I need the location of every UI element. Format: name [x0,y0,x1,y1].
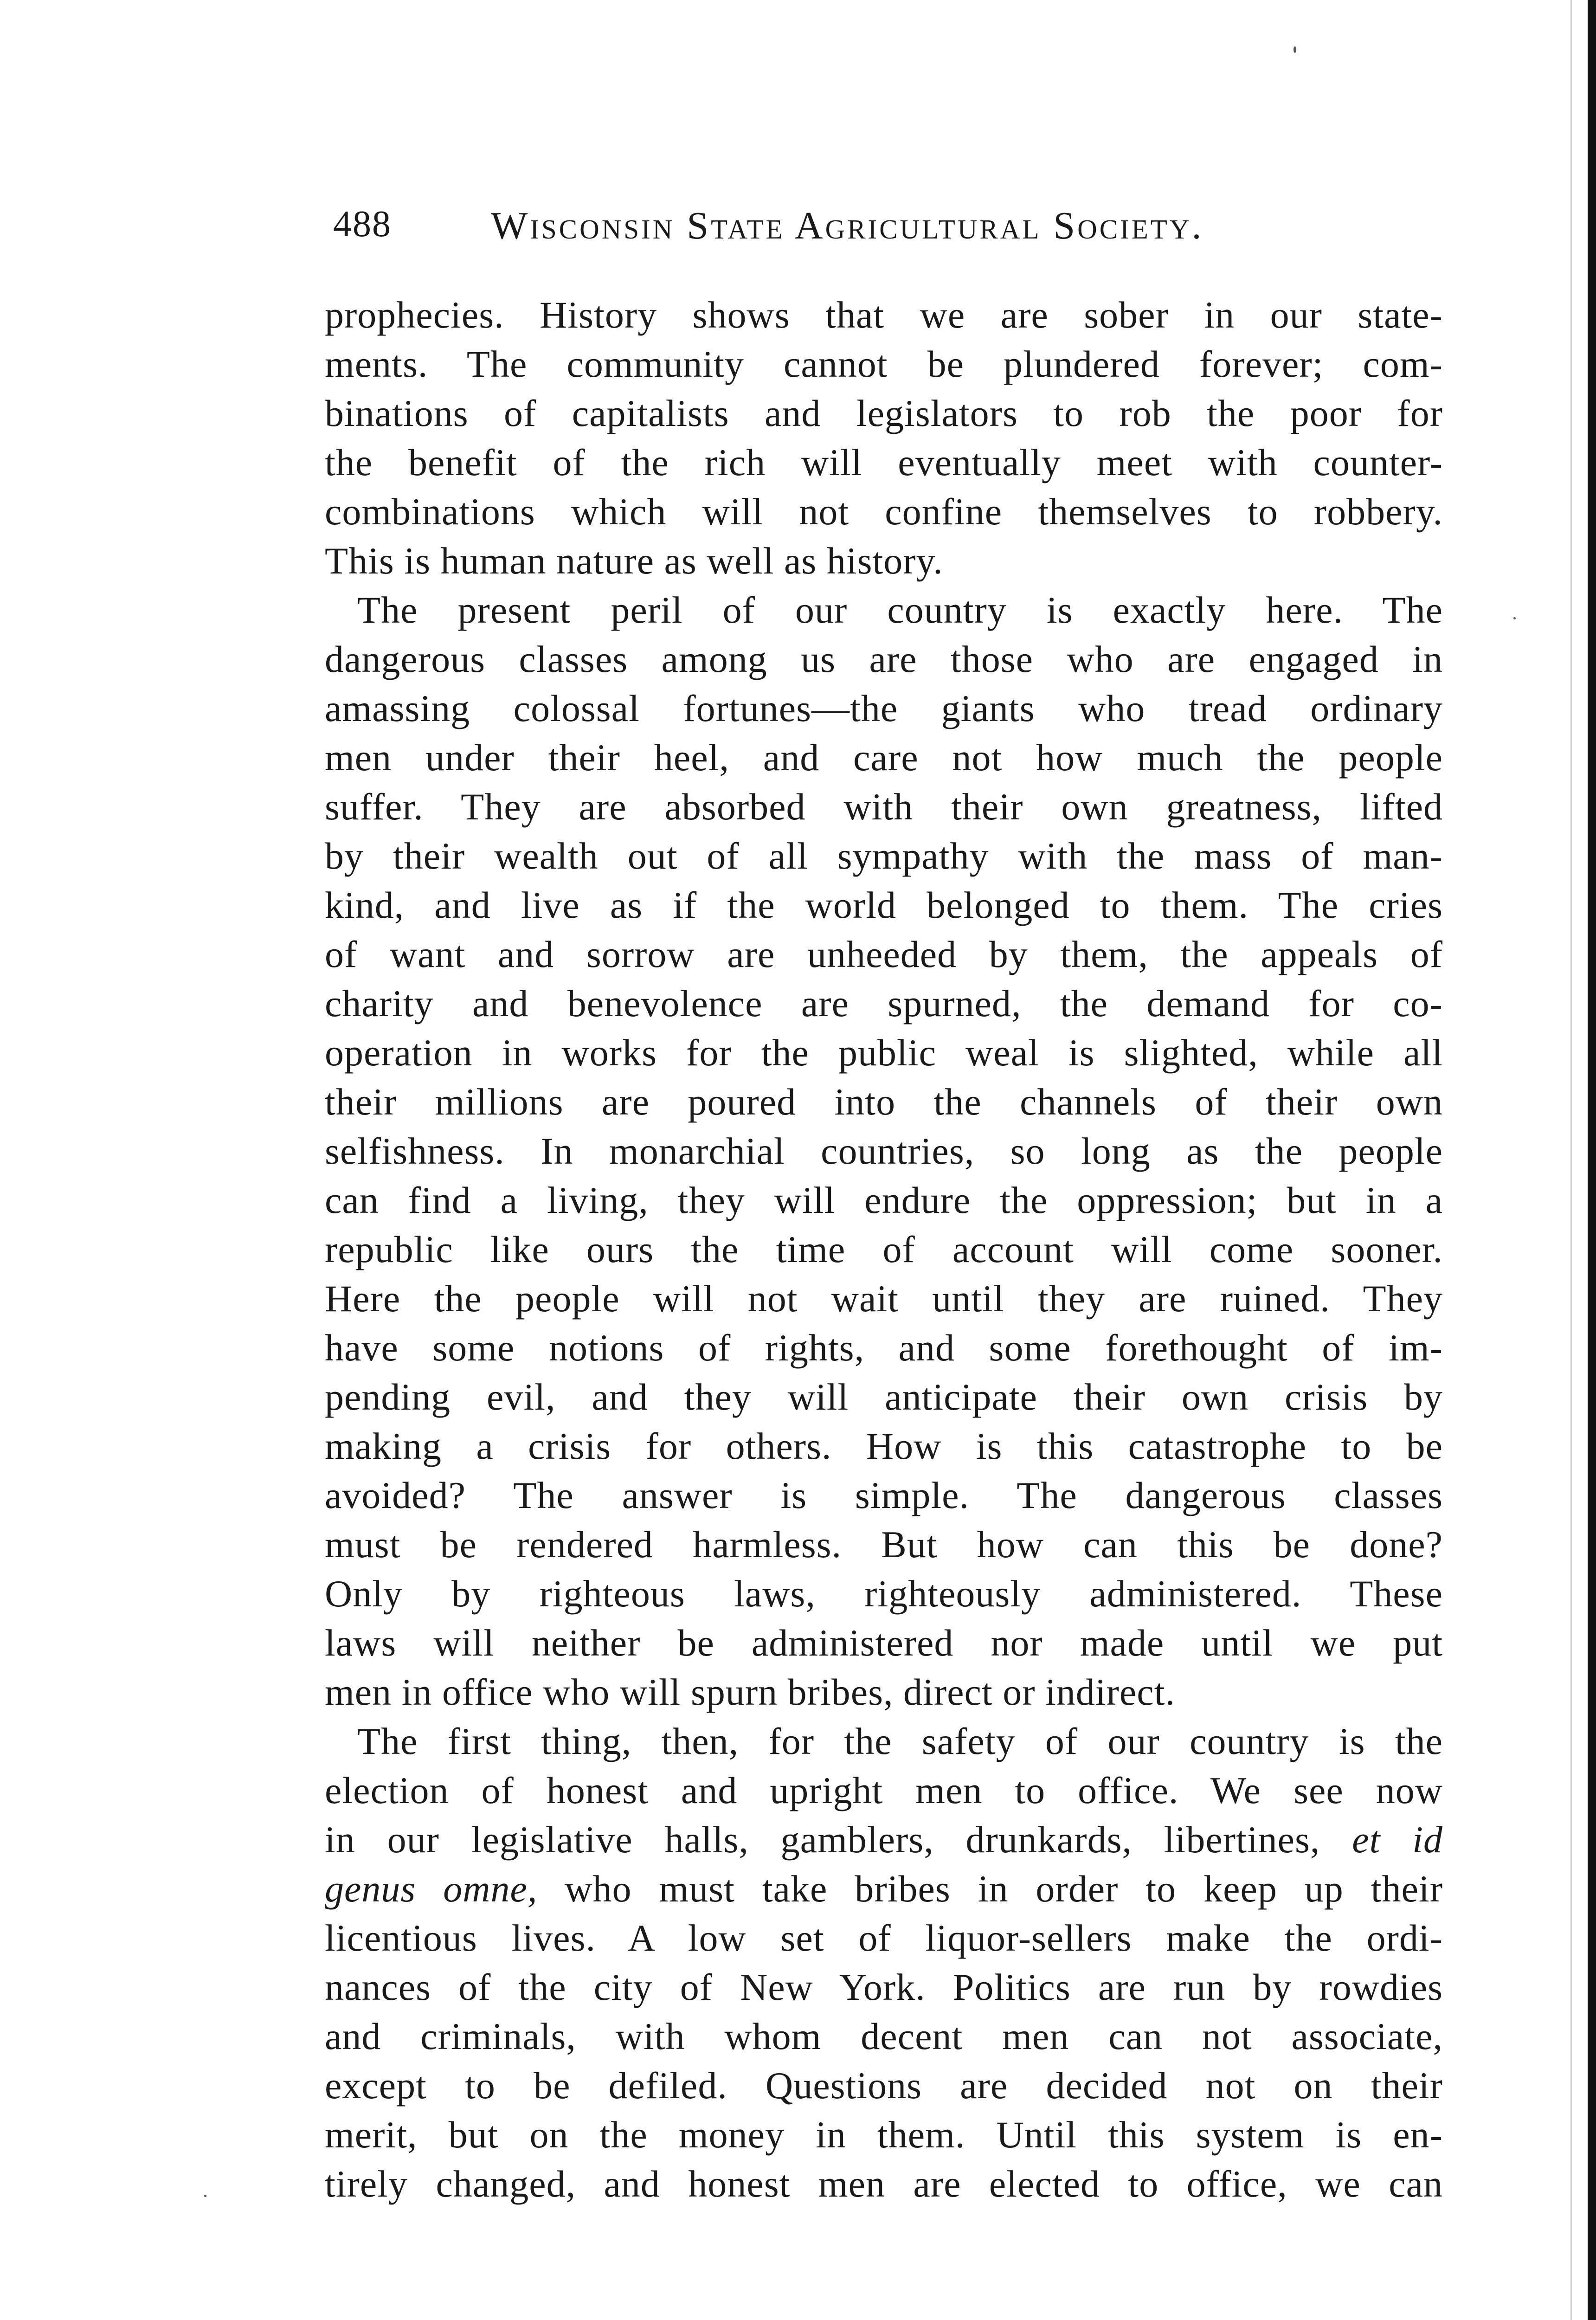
text-line: avoided? The answer is simple. The dangerous classes [325,1474,1443,1516]
text-line: laws will neither be administered nor made until we put [325,1622,1443,1664]
text-line: the benefit of the rich will eventually meet with counter- [325,441,1443,483]
text-line: prophecies. History shows that we are sober in our state- [325,294,1443,336]
page-number: 488 [333,204,392,245]
text-line: combinations which will not confine themselves to robbery. [325,490,1443,533]
text-line: This is human nature as well as history. [325,540,943,582]
text-line: and criminals, with whom decent men can not associate, [325,2015,1443,2057]
text-line: except to be defiled. Questions are decided not on their [325,2064,1443,2107]
text-line: making a crisis for others. How is this catastrophe to be [325,1425,1443,1467]
text-line: their millions are poured into the channels of their own [325,1081,1443,1123]
text-line: election of honest and upright men to office. We see now [325,1769,1443,1811]
text-line: men under their heel, and care not how much the people [325,736,1443,779]
text-line: Here the people will not wait until they are ruined. They [325,1277,1443,1320]
text-line: The first thing, then, for the safety of our country is the [357,1720,1443,1762]
text-line: Only by righteous laws, righteously administered. These [325,1572,1443,1615]
text-line: republic like ours the time of account will come sooner. [325,1228,1443,1270]
scan-speck [1294,46,1296,53]
text-line: nances of the city of New York. Politics are run by rowdies [325,1966,1443,2008]
text-line: tirely changed, and honest men are elected to office, we can [325,2163,1443,2205]
italic-phrase: genus omne, [325,1868,538,1910]
text-segment: in our legislative halls, gamblers, drunkards, libertines, [325,1818,1352,1861]
text-line: kind, and live as if the world belonged to them. The cries [325,884,1443,926]
paragraph [325,586,1443,1717]
text-line: operation in works for the public weal is slighted, while all [325,1031,1443,1074]
running-title: Wisconsin State Agricultural Society. [491,204,1204,247]
scan-speck [1513,617,1516,619]
text-line: of want and sorrow are unheeded by them, the appeals of [325,933,1443,975]
text-line: by their wealth out of all sympathy with the mass of man- [325,835,1443,877]
scan-speck [204,2195,206,2197]
text-line: pending evil, and they will anticipate their own crisis by [325,1376,1443,1418]
text-line: men in office who will spurn bribes, direct or indirect. [325,1671,1175,1713]
italic-phrase: et id [1352,1818,1443,1861]
text-line: can find a living, they will endure the oppression; but in a [325,1179,1443,1221]
text-line: suffer. They are absorbed with their own greatness, lifted [325,786,1443,828]
text-line: licentious lives. A low set of liquor-sellers make the ordi- [325,1917,1443,1959]
text-line: ments. The community cannot be plundered forever; com- [325,343,1443,385]
text-line: amassing colossal fortunes—the giants who tread ordinary [325,687,1443,729]
text-line: The present peril of our country is exactly here. The [357,589,1443,631]
text-line-with-italic [325,1815,1443,1864]
body-text [325,290,1443,2209]
scan-edge-line [1570,0,1572,2320]
text-line: dangerous classes among us are those who are engaged in [325,638,1443,680]
paragraph [325,290,1443,586]
text-line: have some notions of rights, and some forethought of im- [325,1327,1443,1369]
text-segment: who must take bribes in order to keep up their [537,1868,1443,1910]
text-line: selfishness. In monarchial countries, so long as the people [325,1130,1443,1172]
paragraph [325,1717,1443,2209]
text-line: binations of capitalists and legislators to rob the poor for [325,392,1443,434]
text-line: merit, but on the money in them. Until this system is en- [325,2114,1443,2156]
text-line: charity and benevolence are spurned, the demand for co- [325,982,1443,1025]
running-header [333,199,1294,250]
scan-edge-right [1588,0,1596,2320]
text-line: must be rendered harmless. But how can this be done? [325,1523,1443,1566]
text-line-with-italic [325,1864,1443,1914]
